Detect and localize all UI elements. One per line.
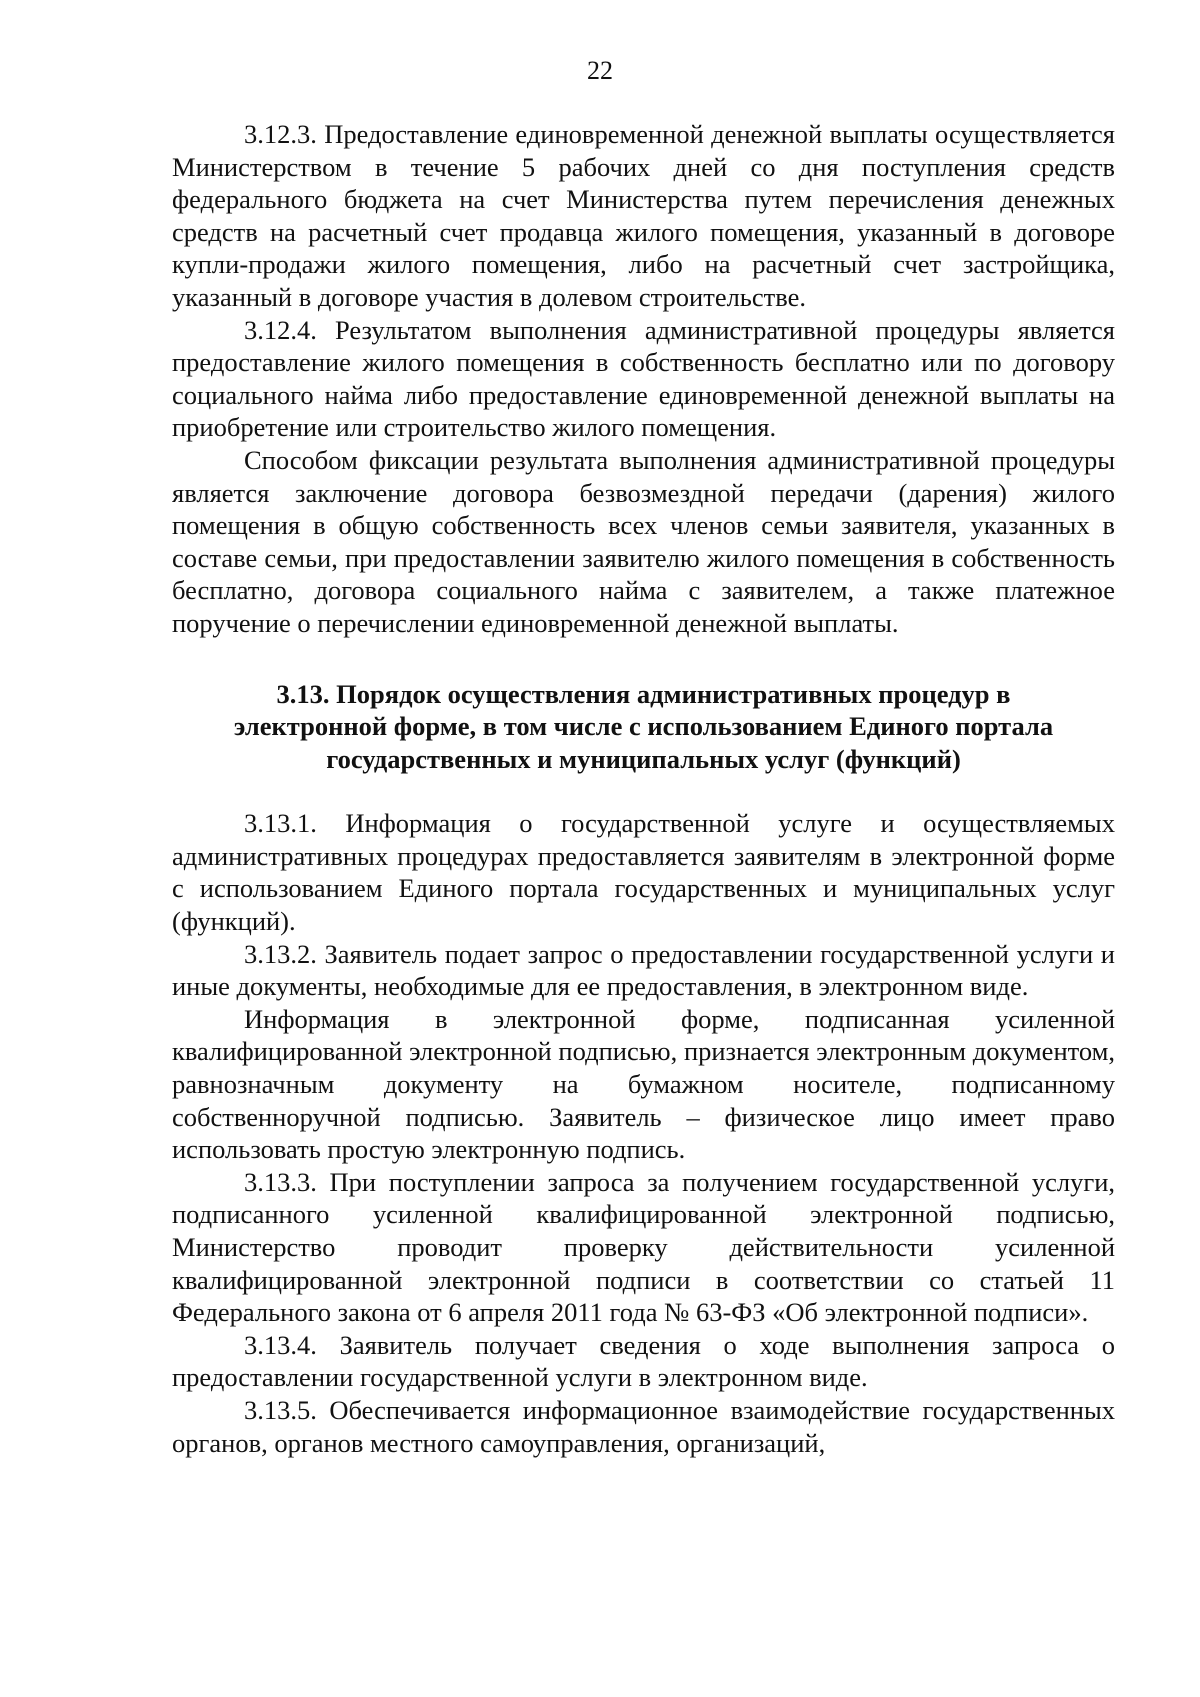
paragraph-3-13-3: 3.13.3. При поступлении запроса за получением государственной услуги, подписанного усиленной квалифицированной электронной подписью, Министерство проводит проверку действительности усиленной квалифицированной электронной подписи в соответствии со статьей 11 Федерального закона от 6 апреля 2011 года № 63-ФЗ «Об электронной подписи». [172,1166,1115,1328]
paragraph-3-13-2: 3.13.2. Заявитель подает запрос о предоставлении государственной услуги и иные документы, необходимые для ее предоставления, в электронном виде. [172,938,1115,1002]
paragraph-3-13-4: 3.13.4. Заявитель получает сведения о ходе выполнения запроса о предоставлении государственной услуги в электронном виде. [172,1329,1115,1393]
section-heading-3-13: 3.13. Порядок осуществления административных процедур в электронной форме, в том числе с использованием Единого портала государственных и муниципальных услуг (функций) [233,678,1054,774]
paragraph-3-12-3: 3.12.3. Предоставление единовременной денежной выплаты осуществляется Министерством в течение 5 рабочих дней со дня поступления средств федерального бюджета на счет Министерства путем перечисления денежных средств на расчетный счет продавца жилого помещения, указанный в договоре купли-продажи жилого помещения, либо на расчетный счет застройщика, указанный в договоре участия в долевом строительстве. [172,119,1115,312]
paragraph-3-12-4: 3.12.4. Результатом выполнения административной процедуры является предоставление жилого помещения в собственность бесплатно или по договору социального найма либо предоставление единовременной денежной выплаты на приобретение или строительство жилого помещения. [172,314,1115,443]
paragraph-electronic-info: Информация в электронной форме, подписанная усиленной квалифицированной электронной подписью, признается электронным документом, равнозначным документу на бумажном носителе, подписанному собственноручной подписью. Заявитель – физическое лицо имеет право использовать простую электронную подпись. [172,1003,1115,1165]
page-number: 22 [587,56,613,85]
paragraph-3-13-5: 3.13.5. Обеспечивается информационное взаимодействие государственных органов, органов местного самоуправления, организаций, [172,1394,1115,1458]
document-body [172,118,1115,1459]
paragraph-3-13-1: 3.13.1. Информация о государственной услуге и осуществляемых административных процедурах предоставляется заявителям в электронной форме с использованием Единого портала государственных и муниципальных услуг (функций). [172,808,1115,937]
paragraph-result-fixation: Способом фиксации результата выполнения административной процедуры является заключение договора безвозмездной передачи (дарения) жилого помещения в общую собственность всех членов семьи заявителя, указанных в составе семьи, при предоставлении заявителю жилого помещения в собственность бесплатно, договора социального найма с заявителем, а также платежное поручение о перечислении единовременной денежной выплаты. [172,444,1115,638]
